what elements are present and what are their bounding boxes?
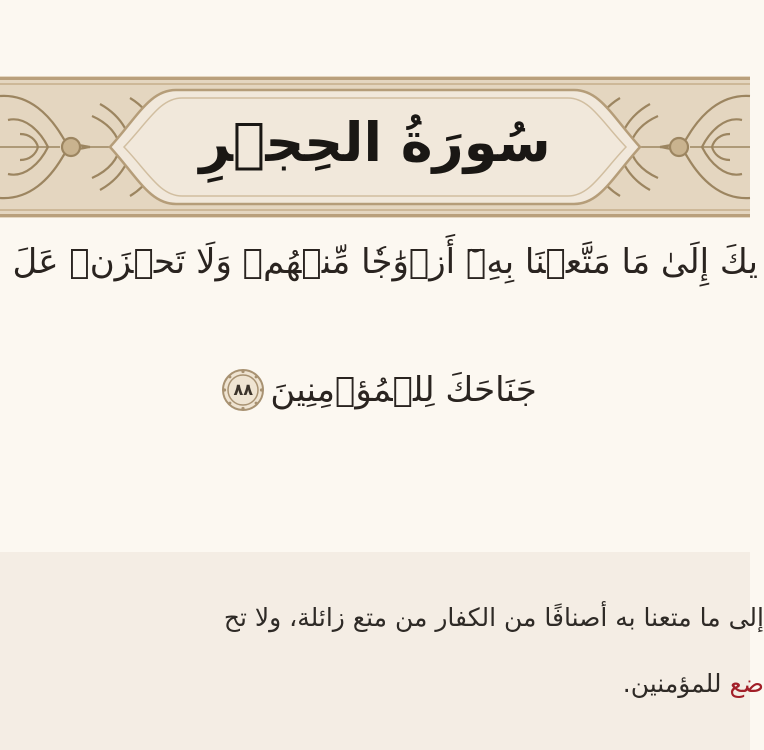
tafsir-line-2 [623,664,764,704]
ayah-number: ٨٨ [233,380,254,399]
ayah-line-2[interactable]: جَنَاحَكَ لِلۡمُؤۡمِنِينَ [270,370,537,410]
tafsir-line-1: إلى ما متعنا به أصنافًا من الكفار من متع زائلة، ولا تح [223,603,764,632]
ayah-line-1[interactable]: يكَ إِلَىٰ مَا مَتَّعۡنَا بِهِۦٓ أَزۡوَٰجٗا مِّنۡهُمۡ وَلَا تَحۡزَنۡ عَلَ [12,242,758,282]
surah-title: سُورَةُ الحِجۡرِ [199,111,551,174]
tafsir-highlight-word[interactable]: ضع [729,669,764,698]
tafsir-panel [0,552,764,750]
ayah-text-block[interactable] [0,222,758,552]
ayah-line-2-row[interactable] [0,360,750,420]
tafsir-line-2-text: للمؤمنين. [622,669,730,698]
ayah-number-marker[interactable] [221,368,265,412]
